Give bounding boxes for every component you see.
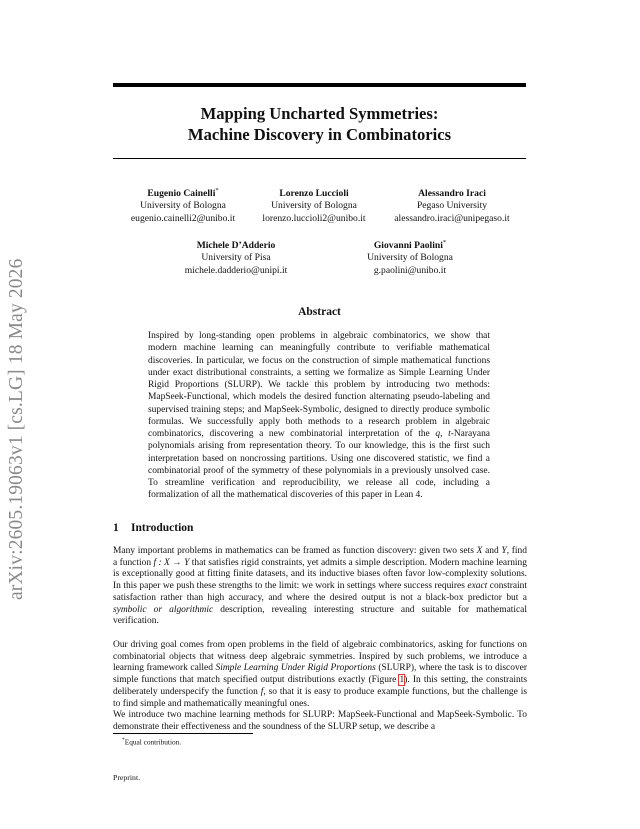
equal-contribution-mark: * — [215, 186, 219, 194]
math-X: X — [476, 546, 483, 556]
paper-title — [113, 103, 526, 145]
section-title: Introduction — [131, 522, 194, 534]
author-name: Eugenio Cainelli — [147, 188, 216, 199]
author-block-iraci — [388, 188, 516, 225]
author-affiliation: Pegaso University — [416, 200, 488, 212]
title-bottom-rule — [113, 158, 526, 159]
footnote-text: Equal contribution. — [124, 737, 182, 747]
arxiv-identifier-stamp: arXiv:2605.19063v1 [cs.LG] 18 May 2026 — [6, 258, 27, 600]
author-email[interactable]: michele.dadderio@unipi.it — [184, 264, 288, 276]
author-affiliation: University of Bologna — [271, 200, 357, 212]
author-name: Alessandro Iraci — [418, 188, 486, 199]
author-email[interactable]: eugenio.cainelli2@unibo.it — [130, 212, 236, 224]
title-line-2: Machine Discovery in Combinatorics — [187, 125, 452, 144]
title-line-1: Mapping Uncharted Symmetries: — [200, 104, 439, 123]
figure-reference-link[interactable]: 1 — [399, 675, 405, 686]
author-email[interactable]: lorenzo.luccioli2@unibo.it — [262, 212, 366, 224]
intro-paragraph-1: Many important problems in mathematics can be framed as function discovery: given two sets X and Y, find a function f : X → Y that satisfies rigid constraints, yet admits a simple description. Modern machine learning is exceptionally good at fitting finite datasets, and its inductive biases often favor low-complexity solutions. In this paper we push these strengths to the limit: we work in settings where success requires exact constraint satisfaction rather than high accuracy, and where the desired output is not a black-box predictor but a symbolic or algorithmic description, revealing interesting structure and suitable for mathematical verification. — [113, 546, 527, 627]
section-number: 1 — [113, 522, 119, 534]
math-Y: Y — [501, 546, 507, 556]
title-top-rule — [113, 83, 526, 87]
section-heading-introduction — [113, 522, 193, 534]
author-name: Giovanni Paolini — [373, 240, 443, 251]
author-block-paolini — [350, 240, 470, 277]
author-name: Michele D’Adderio — [196, 240, 276, 251]
author-email[interactable]: alessandro.iraci@unipegaso.it — [394, 212, 510, 224]
abstract-heading: Abstract — [298, 306, 341, 318]
equal-contribution-mark: * — [442, 238, 447, 246]
author-email[interactable]: g.paolini@unibo.it — [373, 264, 447, 276]
footnote-equal-contribution — [122, 737, 181, 746]
preprint-label: Preprint. — [113, 773, 141, 782]
author-affiliation: University of Pisa — [201, 252, 271, 264]
intro-paragraph-3: We introduce two machine learning methods for SLURP: MapSeek-Functional and MapSeek-Symbolic. To demonstrate their effectiveness and the soundness of the SLURP setup, we describe a — [113, 710, 527, 732]
author-block-dadderio — [172, 240, 300, 277]
author-name: Lorenzo Luccioli — [279, 188, 349, 199]
author-block-luccioli — [256, 188, 372, 225]
author-block-cainelli — [125, 188, 241, 225]
footnote-mark: * — [122, 737, 125, 743]
author-affiliation: University of Bologna — [367, 252, 453, 264]
math-f-map: f : X → Y — [153, 557, 190, 568]
math-q-t: q, t — [435, 429, 451, 439]
emphasis-slurp: Simple Learning Under Rigid Proportions — [215, 663, 376, 674]
author-affiliation: University of Bologna — [140, 200, 226, 212]
math-f: f — [260, 686, 264, 697]
intro-paragraph-2: Our driving goal comes from open problems in the field of algebraic combinatorics, asking for functions on combinatorial objects that witness deep algebraic symmetries. Inspired by such problems, we introduce a learning framework called Simple Learning Under Rigid Proportions (SLURP), where the task is to discover simple functions that match specified output distributions exactly (Figure 1). In this setting, the constraints deliberately underspecify the function f, so that it is easy to produce example functions, but the challenge is to find simple and mathematically meaningful ones. — [113, 640, 527, 709]
abstract-body: Inspired by long-standing open problems in algebraic combinatorics, we show that modern machine learning can meaningfully contribute to verifiable mathematical discoveries. In particular, we focus on the construction of simple mathematical functions under exact distributional constraints, a setting we formalize as Simple Learning Under Rigid Proportions (SLURP). We tackle this problem by introducing two methods: MapSeek-Functional, which models the desired function alternating pseudo-labeling and supervised training steps; and MapSeek-Symbolic, designed to directly produce symbolic formulas. We successfully apply both methods to a research problem in algebraic combinatorics, discovering a new combinatorial interpretation of the q, t-Narayana polynomials arising from representation theory. To our knowledge, this is the first such interpretation based on noncrossing partitions. Using one discovered statistic, we find a combinatorial proof of the symmetry of these polynomials in a previously unsolved case. To streamline verification and reproducibility, we release all code, including a formalization of all the mathematical discoveries of this paper in Lean 4. — [148, 331, 490, 501]
emphasis-exact: exact — [467, 581, 488, 592]
footnote-rule — [113, 733, 253, 734]
emphasis-symbolic: symbolic or algorithmic — [113, 604, 214, 615]
